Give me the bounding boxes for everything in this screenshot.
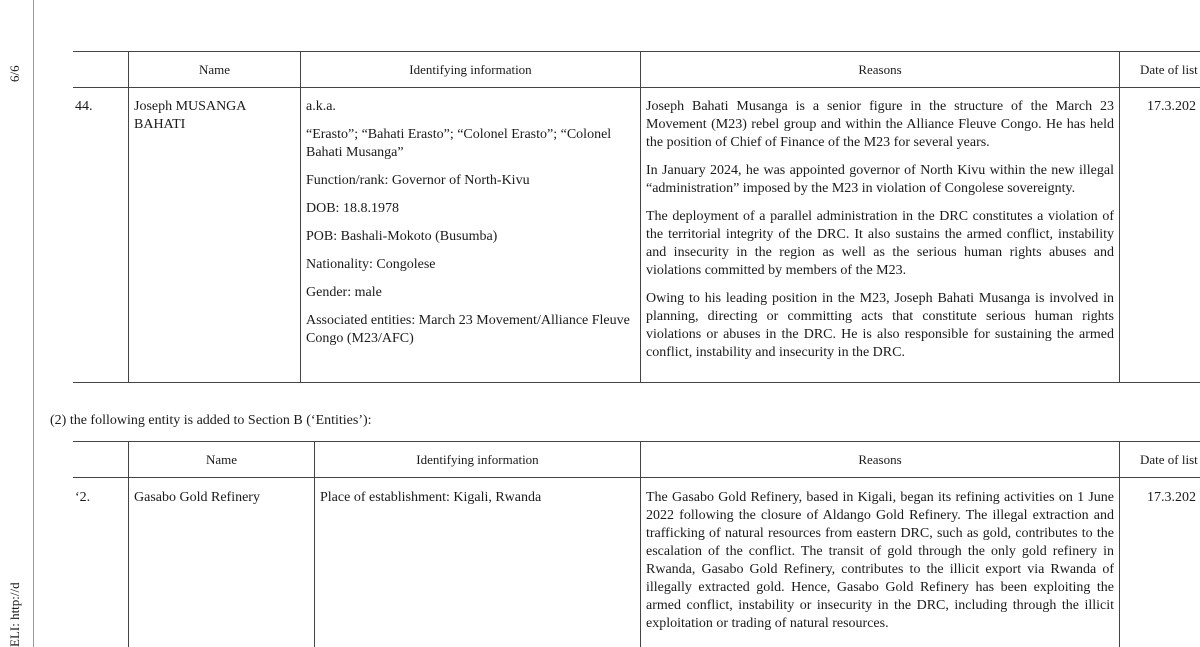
listing-date: 17.3.202: [1147, 99, 1196, 114]
associated-entities: Associated entities: March 23 Movement/Alliance Fleuve Congo (M23/AFC): [306, 313, 630, 346]
reason-paragraph: In January 2024, he was appointed governor of North Kivu within the new illegal “administration” imposed by the M23 in violation of Congolese sovereignty.: [646, 163, 1114, 196]
person-name: Joseph MUSANGA BAHATI: [134, 99, 246, 132]
gender: Gender: male: [306, 285, 382, 300]
table2-col-divider: [314, 441, 315, 647]
listing-date: 17.3.202: [1147, 490, 1196, 505]
row-number: 44.: [75, 99, 93, 114]
nationality: Nationality: Congolese: [306, 257, 436, 272]
table1-header-rule: [73, 87, 1200, 88]
place-of-birth: POB: Bashali-Mokoto (Busumba): [306, 229, 498, 244]
identifying-info: [306, 98, 632, 358]
reason-paragraph: The deployment of a parallel administration in the DRC constitutes a violation of the territorial integrity of the DRC. It also sustains the armed conflict, instability and insecurity in the region as well as the serious human rights abuses and violations committed by members of the M23.: [646, 209, 1114, 278]
reason-paragraph: Owing to his leading position in the M23, Joseph Bahati Musanga is involved in planning, directing or committing acts that constitute serious human rights violations or abuses in the DRC. He is also responsible for sustaining the armed conflict, instability and insecurity in the DRC.: [646, 291, 1114, 360]
row-number: ‘2.: [75, 490, 91, 505]
header-date: Date of list: [1140, 452, 1198, 467]
eli-label: ELI: http://d: [7, 582, 22, 647]
aliases: “Erasto”; “Bahati Erasto”; “Colonel Erasto”; “Colonel Bahati Musanga”: [306, 127, 612, 160]
header-name: Name: [205, 452, 238, 467]
amendment-intro: (2) the following entity is added to Section B (‘Entities’):: [50, 413, 372, 428]
table1-col-divider: [128, 51, 129, 382]
reason-paragraph: Joseph Bahati Musanga is a senior figure in the structure of the March 23 Movement (M23) rebel group and within the Alliance Fleuve Congo. He has held the position of Chief of Finance of the M23 for several years.: [646, 99, 1114, 150]
header-identifying: Identifying information: [416, 452, 539, 467]
table1-bottom-rule: [73, 382, 1200, 383]
table2-col-divider: [128, 441, 129, 647]
table2-header-rule: [73, 477, 1200, 478]
reasons-text: The Gasabo Gold Refinery, based in Kigali, began its refining activities on 1 June 2022 following the closure of Aldango Gold Refinery. The illegal extraction and trafficking of natural resources from eastern DRC, such as gold, contributes to the escalation of the conflict. The transit of gold through the only gold refinery in Rwanda, Gasabo Gold Refinery, contributes to the illicit export via Rwanda of illegally extracted gold. Hence, Gasabo Gold Refinery has been exploiting the armed conflict, instability or insecurity in the DRC, including through the illicit exploitation or trading of natural resources.: [646, 490, 1114, 631]
date-of-birth: DOB: 18.8.1978: [306, 201, 399, 216]
place-of-establishment: Place of establishment: Kigali, Rwanda: [320, 490, 542, 505]
page-number: 6/6: [7, 65, 22, 82]
header-reasons: Reasons: [858, 452, 902, 467]
header-reasons: Reasons: [858, 62, 902, 77]
table1-col-divider: [1119, 51, 1120, 382]
table1-col-divider: [300, 51, 301, 382]
table2-col-divider: [640, 441, 641, 647]
table1-top-rule: [73, 51, 1200, 52]
table2-col-divider: [1119, 441, 1120, 647]
table1-col-divider: [640, 51, 641, 382]
header-name: Name: [198, 62, 231, 77]
header-date: Date of list: [1140, 62, 1198, 77]
reasons-text: [646, 98, 1114, 372]
table2-top-rule: [73, 441, 1200, 442]
header-identifying: Identifying information: [409, 62, 532, 77]
entity-name: Gasabo Gold Refinery: [134, 490, 260, 505]
function-rank: Function/rank: Governor of North-Kivu: [306, 173, 530, 188]
alias-label: a.k.a.: [306, 99, 336, 114]
margin-rule: [33, 0, 34, 647]
